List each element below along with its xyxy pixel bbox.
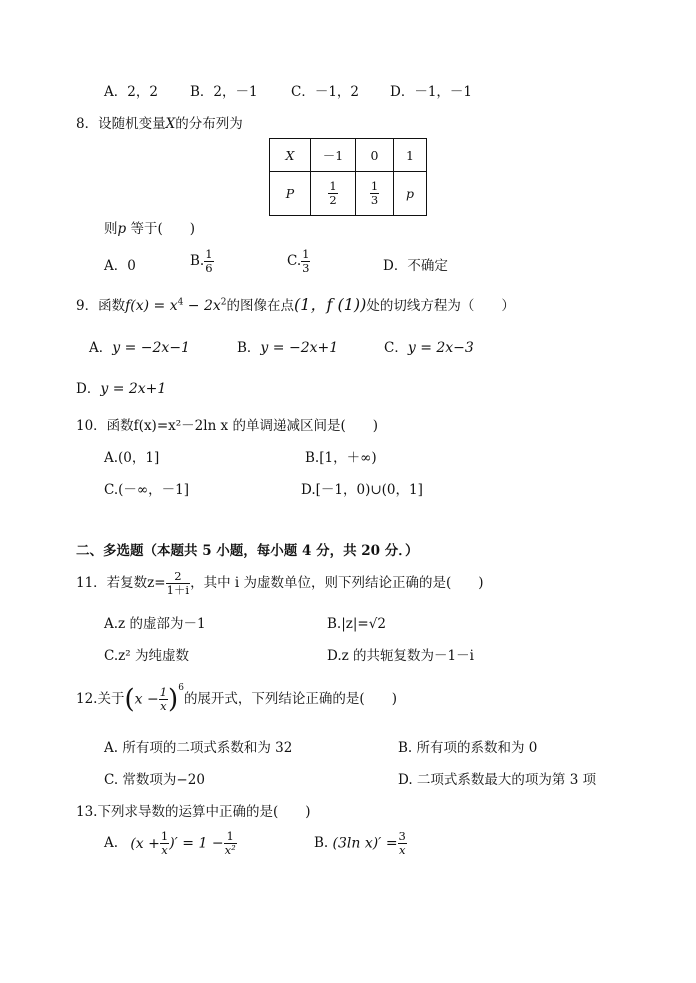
q9-mid: − 2x xyxy=(183,298,221,314)
q12-stem xyxy=(76,683,397,715)
q8-option-c-label: C. xyxy=(287,252,302,269)
q12-option-a: A. 所有项的二项式系数和为 32 xyxy=(104,740,293,756)
q11-option-b: B.|z|=√2 xyxy=(327,616,386,632)
q9-option-a xyxy=(89,341,190,356)
q9-stem-mid: 的图像在点 xyxy=(226,298,295,314)
q13-option-a-frac2-den: x² xyxy=(224,843,236,858)
q8-option-c-den: 3 xyxy=(302,261,310,276)
q12-left-paren: ( xyxy=(124,684,135,715)
q8-ask-prefix: 则 xyxy=(104,221,118,237)
q9-option-d-expr: y = 2x+1 xyxy=(100,381,167,397)
table-frac2-den: 3 xyxy=(370,193,379,207)
q7-option-d: D．－1，－1 xyxy=(390,84,473,100)
q12-exp: 6 xyxy=(178,683,184,693)
table-frac1-den: 2 xyxy=(329,193,337,207)
table-cell-p-header: P xyxy=(270,172,311,216)
table-cell-p-1 xyxy=(311,172,356,216)
q9-stem-prefix: 9．函数 xyxy=(76,298,126,314)
table-cell-x-2: 0 xyxy=(356,139,394,172)
q9-func: f(x) = x xyxy=(125,298,178,314)
table-cell-p-3: p xyxy=(394,172,427,216)
q10-option-a: A.(0，1] xyxy=(104,450,160,466)
q8-stem xyxy=(76,118,243,132)
q13-option-a-frac1-den: x xyxy=(161,843,168,858)
table-cell-x-1: －1 xyxy=(311,139,356,172)
q12-stem-prefix: 12.关于 xyxy=(76,690,125,707)
q13-option-a-left: (x + xyxy=(130,835,160,852)
q11-option-d: D.z 的共轭复数为－1－i xyxy=(327,648,474,664)
q10-stem: 10．函数f(x)=x²－2ln x 的单调递减区间是( ) xyxy=(76,418,378,434)
q10-option-d: D.[－1，0)∪(0，1] xyxy=(301,482,423,498)
q9-option-b-label: B． xyxy=(237,340,261,356)
q9-option-a-label: A． xyxy=(89,340,113,356)
q13-option-b-frac-den: x xyxy=(398,843,406,858)
q12-stem-suffix: 的展开式，下列结论正确的是( ) xyxy=(183,690,397,707)
q11-stem-suffix: ，其中 i 为虚数单位，则下列结论正确的是( ) xyxy=(190,574,484,591)
q11-option-c: C.z² 为纯虚数 xyxy=(104,648,189,664)
q9-exp2: 2 xyxy=(220,297,227,308)
q11-frac-den: 1＋i xyxy=(166,583,190,598)
q8-option-b-den: 6 xyxy=(205,261,213,276)
q13-option-b-left: (3ln x)′ = xyxy=(332,835,398,852)
q13-option-a-frac1-num: 1 xyxy=(160,829,169,843)
q9-option-b xyxy=(237,341,338,356)
q9-option-c-label: C． xyxy=(384,340,408,356)
q13-option-a-label: A. xyxy=(104,834,119,851)
table-cell-x-3: 1 xyxy=(394,139,427,172)
q8-ask xyxy=(104,223,195,237)
q8-stem-prefix: 8．设随机变量 xyxy=(76,116,166,132)
q8-option-b-num: 1 xyxy=(205,247,213,261)
q8-option-c xyxy=(287,248,310,275)
q8-stem-var: X xyxy=(165,116,176,132)
table-frac2-num: 1 xyxy=(370,178,379,193)
q8-option-d: D．不确定 xyxy=(383,258,448,274)
q8-option-b xyxy=(190,248,214,275)
q12-frac-den: x xyxy=(160,699,167,714)
q9-exp4: 4 xyxy=(177,297,184,308)
q12-right-paren: ) xyxy=(168,684,179,715)
section2-title: 二、多选题（本题共 5 小题，每小题 4 分，共 20 分．） xyxy=(76,543,419,559)
q7-option-c: C．－1，2 xyxy=(291,84,360,100)
table-cell-p-2 xyxy=(356,172,394,216)
q9-option-c-expr: y = 2x−3 xyxy=(407,340,474,356)
q11-stem-prefix: 11．若复数z= xyxy=(76,574,166,591)
q13-option-a-frac2-num: 1 xyxy=(224,830,237,844)
q9-option-c xyxy=(384,341,474,356)
q12-expr-x: x − xyxy=(134,691,159,708)
table-frac1-num: 1 xyxy=(329,178,337,193)
q9-stem xyxy=(76,297,515,314)
q7-option-b: B．2，－1 xyxy=(190,84,258,100)
q11-stem xyxy=(76,570,484,597)
q11-option-a: A.z 的虚部为－1 xyxy=(104,616,206,632)
q13-option-a xyxy=(104,830,237,857)
q9-option-d-label: D． xyxy=(76,381,101,397)
q9-point: (1，f (1)) xyxy=(294,295,367,314)
q8-ask-suffix: 等于( ) xyxy=(126,221,195,237)
q8-stem-suffix: 的分布列为 xyxy=(175,116,243,132)
q8-option-a: A．0 xyxy=(104,258,136,274)
q12-option-d: D. 二项式系数最大的项为第 3 项 xyxy=(398,772,597,788)
q7-option-a: A．2，2 xyxy=(104,84,158,100)
q12-option-c: C. 常数项为−20 xyxy=(104,772,205,788)
q12-option-b: B. 所有项的系数和为 0 xyxy=(398,740,538,756)
q13-option-b-frac-num: 3 xyxy=(398,829,406,843)
q8-option-b-label: B. xyxy=(190,252,205,269)
q13-stem: 13.下列求导数的运算中正确的是( ) xyxy=(76,804,311,820)
q9-option-b-expr: y = −2x+1 xyxy=(260,340,339,356)
q11-frac-num: 2 xyxy=(166,570,191,584)
q9-option-a-expr: y = −2x−1 xyxy=(112,340,190,356)
q9-option-d xyxy=(76,382,166,397)
q12-frac-num: 1 xyxy=(159,685,168,699)
table-cell-x-header: X xyxy=(270,139,311,172)
q10-option-c: C.(－∞，－1] xyxy=(104,482,190,498)
q9-stem-suffix: 处的切线方程为（ ） xyxy=(366,298,515,314)
q8-option-c-num: 1 xyxy=(302,247,310,261)
q13-option-a-mid: )′ = 1 − xyxy=(169,835,224,852)
q13-option-b-label: B. xyxy=(314,834,329,851)
q10-option-b: B.[1，＋∞) xyxy=(305,450,377,466)
q8-ask-var: p xyxy=(117,221,127,237)
q13-option-b xyxy=(314,830,407,857)
distribution-table xyxy=(269,138,427,216)
